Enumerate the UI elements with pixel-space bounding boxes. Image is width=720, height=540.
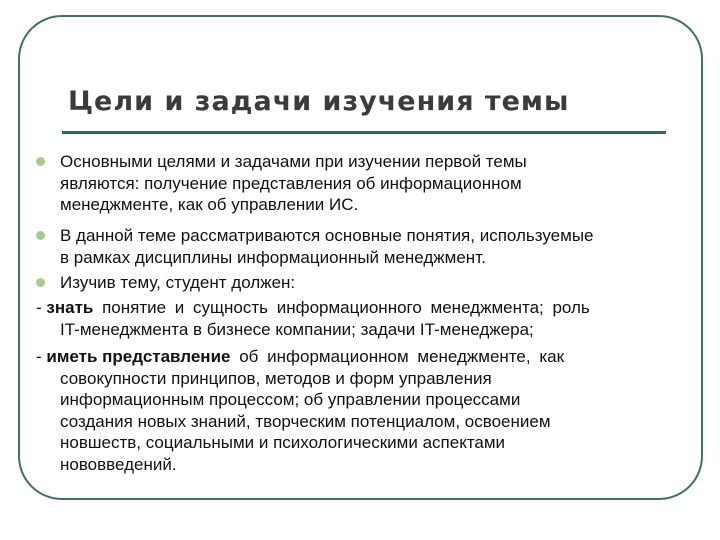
dash-item-2-line-6: нововведений. [60, 454, 177, 474]
bullet-2-line-1: В данной теме рассматриваются основные понятия, используемые [60, 226, 594, 245]
slide-title: Цели и задачи изучения темы [68, 86, 570, 117]
dash-item-1-line-2: IT-менеджмента в бизнесе компании; задачи IT-менеджера; [60, 319, 534, 339]
bullet-2-line-2: в рамках дисциплины информационный менеджмент. [60, 247, 486, 267]
dash-item-1-line-1 [36, 297, 590, 319]
dash-item-2-line-4: создания новых знаний, творческим потенциалом, освоением [60, 411, 551, 431]
bullet-3-line-1: Изучив тему, студент должен: [60, 273, 296, 292]
dash-item-2-line-2: совокупности принципов, методов и форм управления [60, 368, 492, 388]
bullet-icon [36, 231, 45, 240]
dash-item-2-line-5: новшеств, социальными и психологическими аспектами [60, 433, 506, 452]
bullet-1-line-3: менеджменте, как об управлении ИС. [60, 195, 359, 214]
dash-prefix: - [36, 347, 47, 366]
bullet-icon [36, 157, 45, 166]
dash-item-2-text: об информационном менеджменте, как [230, 347, 565, 366]
dash-item-2-line-3: информационным процессом; об управлении процессами [60, 390, 521, 409]
bullet-1-line-2: являются: получение представления об информационном [60, 173, 522, 193]
dash-item-1-keyword: знать [46, 298, 94, 317]
dash-item-2-keyword: иметь представление [46, 347, 231, 366]
bullet-icon [36, 278, 45, 287]
dash-item-1-text: понятие и сущность информационного менеджмента; роль [93, 298, 590, 317]
dash-prefix: - [36, 298, 47, 317]
bullet-1-line-1: Основными целями и задачами при изучении первой темы [60, 152, 527, 171]
dash-item-2-line-1 [36, 346, 564, 368]
